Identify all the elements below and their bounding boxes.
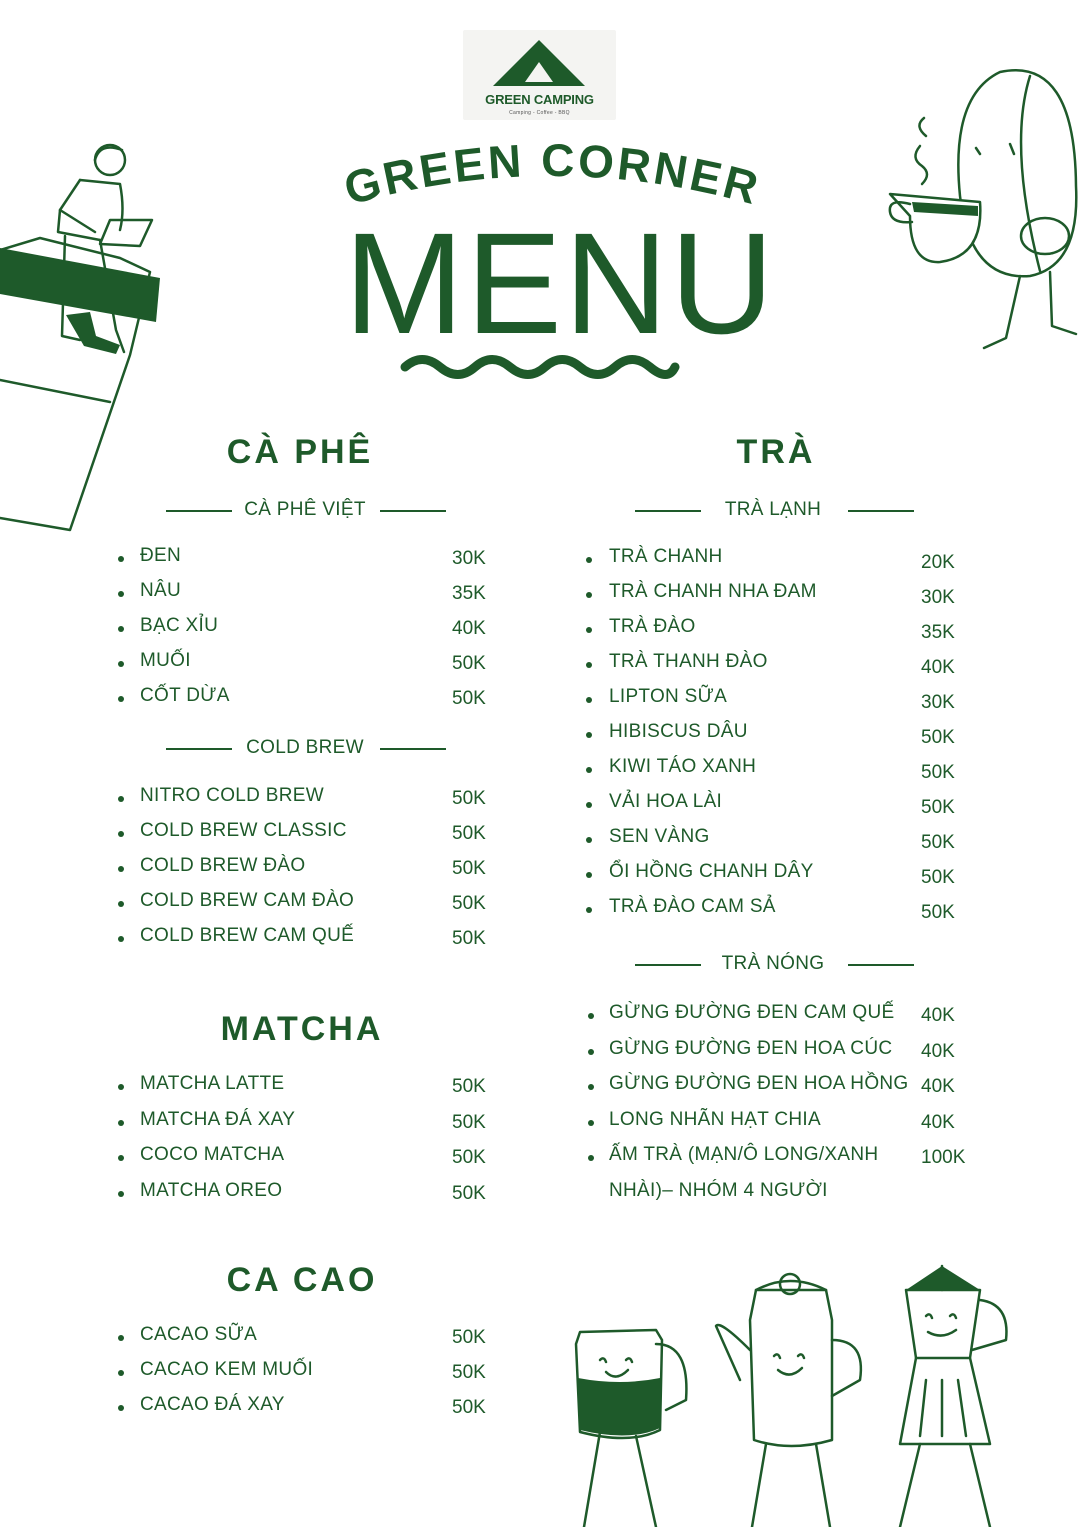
list-bullet [118,1370,124,1376]
tent-logo-icon [491,38,588,88]
menu-item-price: 20K [921,552,955,573]
menu-item-price: 30K [921,587,955,608]
matcha-title: MATCHA [220,1010,384,1048]
menu-item-price: 50K [452,823,486,844]
divider-line [166,748,232,750]
list-bullet [586,557,592,563]
menu-item-name: ĐEN [140,545,182,566]
menu-item-name: CỐT DỪA [140,685,230,706]
coffee-title: CÀ PHÊ [226,433,374,471]
menu-item-price: 50K [921,797,955,818]
menu-item-price: 35K [452,583,486,604]
menu-item-name: MUỐI [140,650,191,671]
menu-item-price: 50K [921,727,955,748]
menu-item-price: 40K [921,1076,955,1097]
menu-item-name: GỪNG ĐƯỜNG ĐEN CAM QUẾ [609,1002,895,1023]
list-bullet [586,872,592,878]
list-bullet [118,901,124,907]
menu-item-name: SEN VÀNG [609,826,710,847]
menu-item-price: 40K [921,1111,955,1133]
list-bullet [588,1155,594,1161]
menu-item-price: 40K [921,657,955,678]
divider-line [166,510,232,512]
menu-item-name: COLD BREW CLASSIC [140,820,347,841]
list-bullet [588,1013,594,1019]
menu-item-name: NÂU [140,580,182,601]
list-bullet [118,556,124,562]
list-bullet [118,1405,124,1411]
menu-item-price: 50K [452,1362,486,1383]
list-bullet [586,662,592,668]
menu-item-price: 30K [921,692,955,713]
menu-item-name: COLD BREW ĐÀO [140,855,306,876]
list-bullet [586,837,592,843]
menu-item-name: MATCHA ĐÁ XAY [140,1108,296,1130]
menu-item-name: COCO MATCHA [140,1144,285,1165]
list-bullet [586,592,592,598]
coldbrew-subheading: COLD BREW [246,737,364,758]
menu-item-price: 50K [452,688,486,709]
menu-item-name: NHÀI)– NHÓM 4 NGƯỜI [609,1179,828,1201]
menu-item-price: 30K [452,548,486,569]
brand-logo [463,30,616,120]
menu-item-name: MATCHA LATTE [140,1073,285,1094]
menu-item-name: LIPTON SỮA [609,686,728,707]
menu-item-name: GỪNG ĐƯỜNG ĐEN HOA CÚC [609,1037,893,1059]
menu-item-price: 40K [921,1005,955,1026]
person-laptop-icon [0,140,170,535]
hot-tea-subheading: TRÀ NÓNG [721,953,825,974]
list-bullet [118,866,124,872]
divider-line [635,964,701,966]
list-bullet [118,1191,124,1197]
menu-item-name: ỔI HỒNG CHANH DÂY [609,861,814,882]
menu-item-name: VẢI HOA LÀI [609,791,723,812]
menu-item-price: 50K [921,867,955,888]
menu-item-name: HIBISCUS DÂU [609,721,748,742]
menu-item-name: MATCHA OREO [140,1179,283,1201]
menu-item-name: KIWI TÁO XANH [609,756,757,777]
pot-mascots-icon [570,1260,1030,1527]
menu-item-price: 50K [452,1182,486,1204]
list-bullet [586,767,592,773]
list-bullet [588,1120,594,1126]
menu-item-price: 50K [452,928,486,949]
menu-item-name: TRÀ ĐÀO CAM SẢ [609,896,776,917]
list-bullet [118,936,124,942]
list-bullet [118,1120,124,1126]
menu-item-price: 50K [452,788,486,809]
list-bullet [586,732,592,738]
menu-item-name: ẤM TRÀ (MẠN/Ô LONG/XANH [609,1144,879,1165]
list-bullet [118,661,124,667]
logo-name: GREEN CAMPING [485,92,594,107]
tea-title: TRÀ [736,433,816,471]
menu-item-name: GỪNG ĐƯỜNG ĐEN HOA HỒNG [609,1073,909,1094]
cacao-title: CA CAO [226,1261,378,1299]
menu-item-price: 50K [921,902,955,923]
menu-item-price: 50K [921,832,955,853]
divider-line [635,510,701,512]
list-bullet [118,796,124,802]
menu-item-price: 40K [452,618,486,639]
menu-item-price: 50K [452,1327,486,1348]
list-bullet [118,1335,124,1341]
menu-item-price: 50K [452,1397,486,1418]
coffee-bean-mascot-icon [880,66,1080,356]
menu-item-name: LONG NHÃN HẠT CHIA [609,1108,821,1130]
menu-item-price: 35K [921,622,955,643]
menu-item-name: CACAO ĐÁ XAY [140,1394,285,1415]
menu-item-price: 50K [452,653,486,674]
svg-text:GREEN CORNER: GREEN CORNER [338,133,767,215]
menu-item-name: COLD BREW CAM QUẾ [140,925,355,946]
coffee-viet-subheading: CÀ PHÊ VIỆT [244,499,366,520]
list-bullet [586,907,592,913]
menu-item-name: TRÀ CHANH NHA ĐAM [609,581,817,602]
menu-item-price: 50K [452,1076,486,1097]
list-bullet [118,626,124,632]
list-bullet [118,831,124,837]
menu-item-name: TRÀ ĐÀO [609,616,696,637]
list-bullet [586,802,592,808]
menu-item-price: 50K [452,893,486,914]
list-bullet [588,1049,594,1055]
menu-item-name: COLD BREW CAM ĐÀO [140,890,355,911]
menu-item-price: 100K [921,1147,966,1168]
menu-item-name: NITRO COLD BREW [140,785,324,806]
list-bullet [118,591,124,597]
cold-tea-subheading: TRÀ LẠNH [724,499,822,520]
menu-item-price: 40K [921,1040,955,1062]
menu-item-price: 50K [452,1111,486,1133]
divider-line [380,510,446,512]
list-bullet [118,1084,124,1090]
menu-item-price: 50K [921,762,955,783]
divider-line [380,748,446,750]
menu-item-name: CACAO KEM MUỐI [140,1359,314,1380]
menu-item-price: 50K [452,1147,486,1168]
list-bullet [118,696,124,702]
menu-item-name: TRÀ THANH ĐÀO [609,651,768,672]
menu-word: MENU [344,203,776,364]
list-bullet [588,1084,594,1090]
list-bullet [118,1155,124,1161]
menu-item-name: CACAO SỮA [140,1324,258,1345]
divider-line [848,964,914,966]
logo-tagline: Camping - Coffee - BBQ [509,110,570,116]
menu-item-price: 50K [452,858,486,879]
divider-line [848,510,914,512]
menu-item-name: BẠC XỈU [140,615,219,636]
wave-divider [400,352,680,382]
list-bullet [586,627,592,633]
list-bullet [586,697,592,703]
menu-item-name: TRÀ CHANH [609,546,723,567]
